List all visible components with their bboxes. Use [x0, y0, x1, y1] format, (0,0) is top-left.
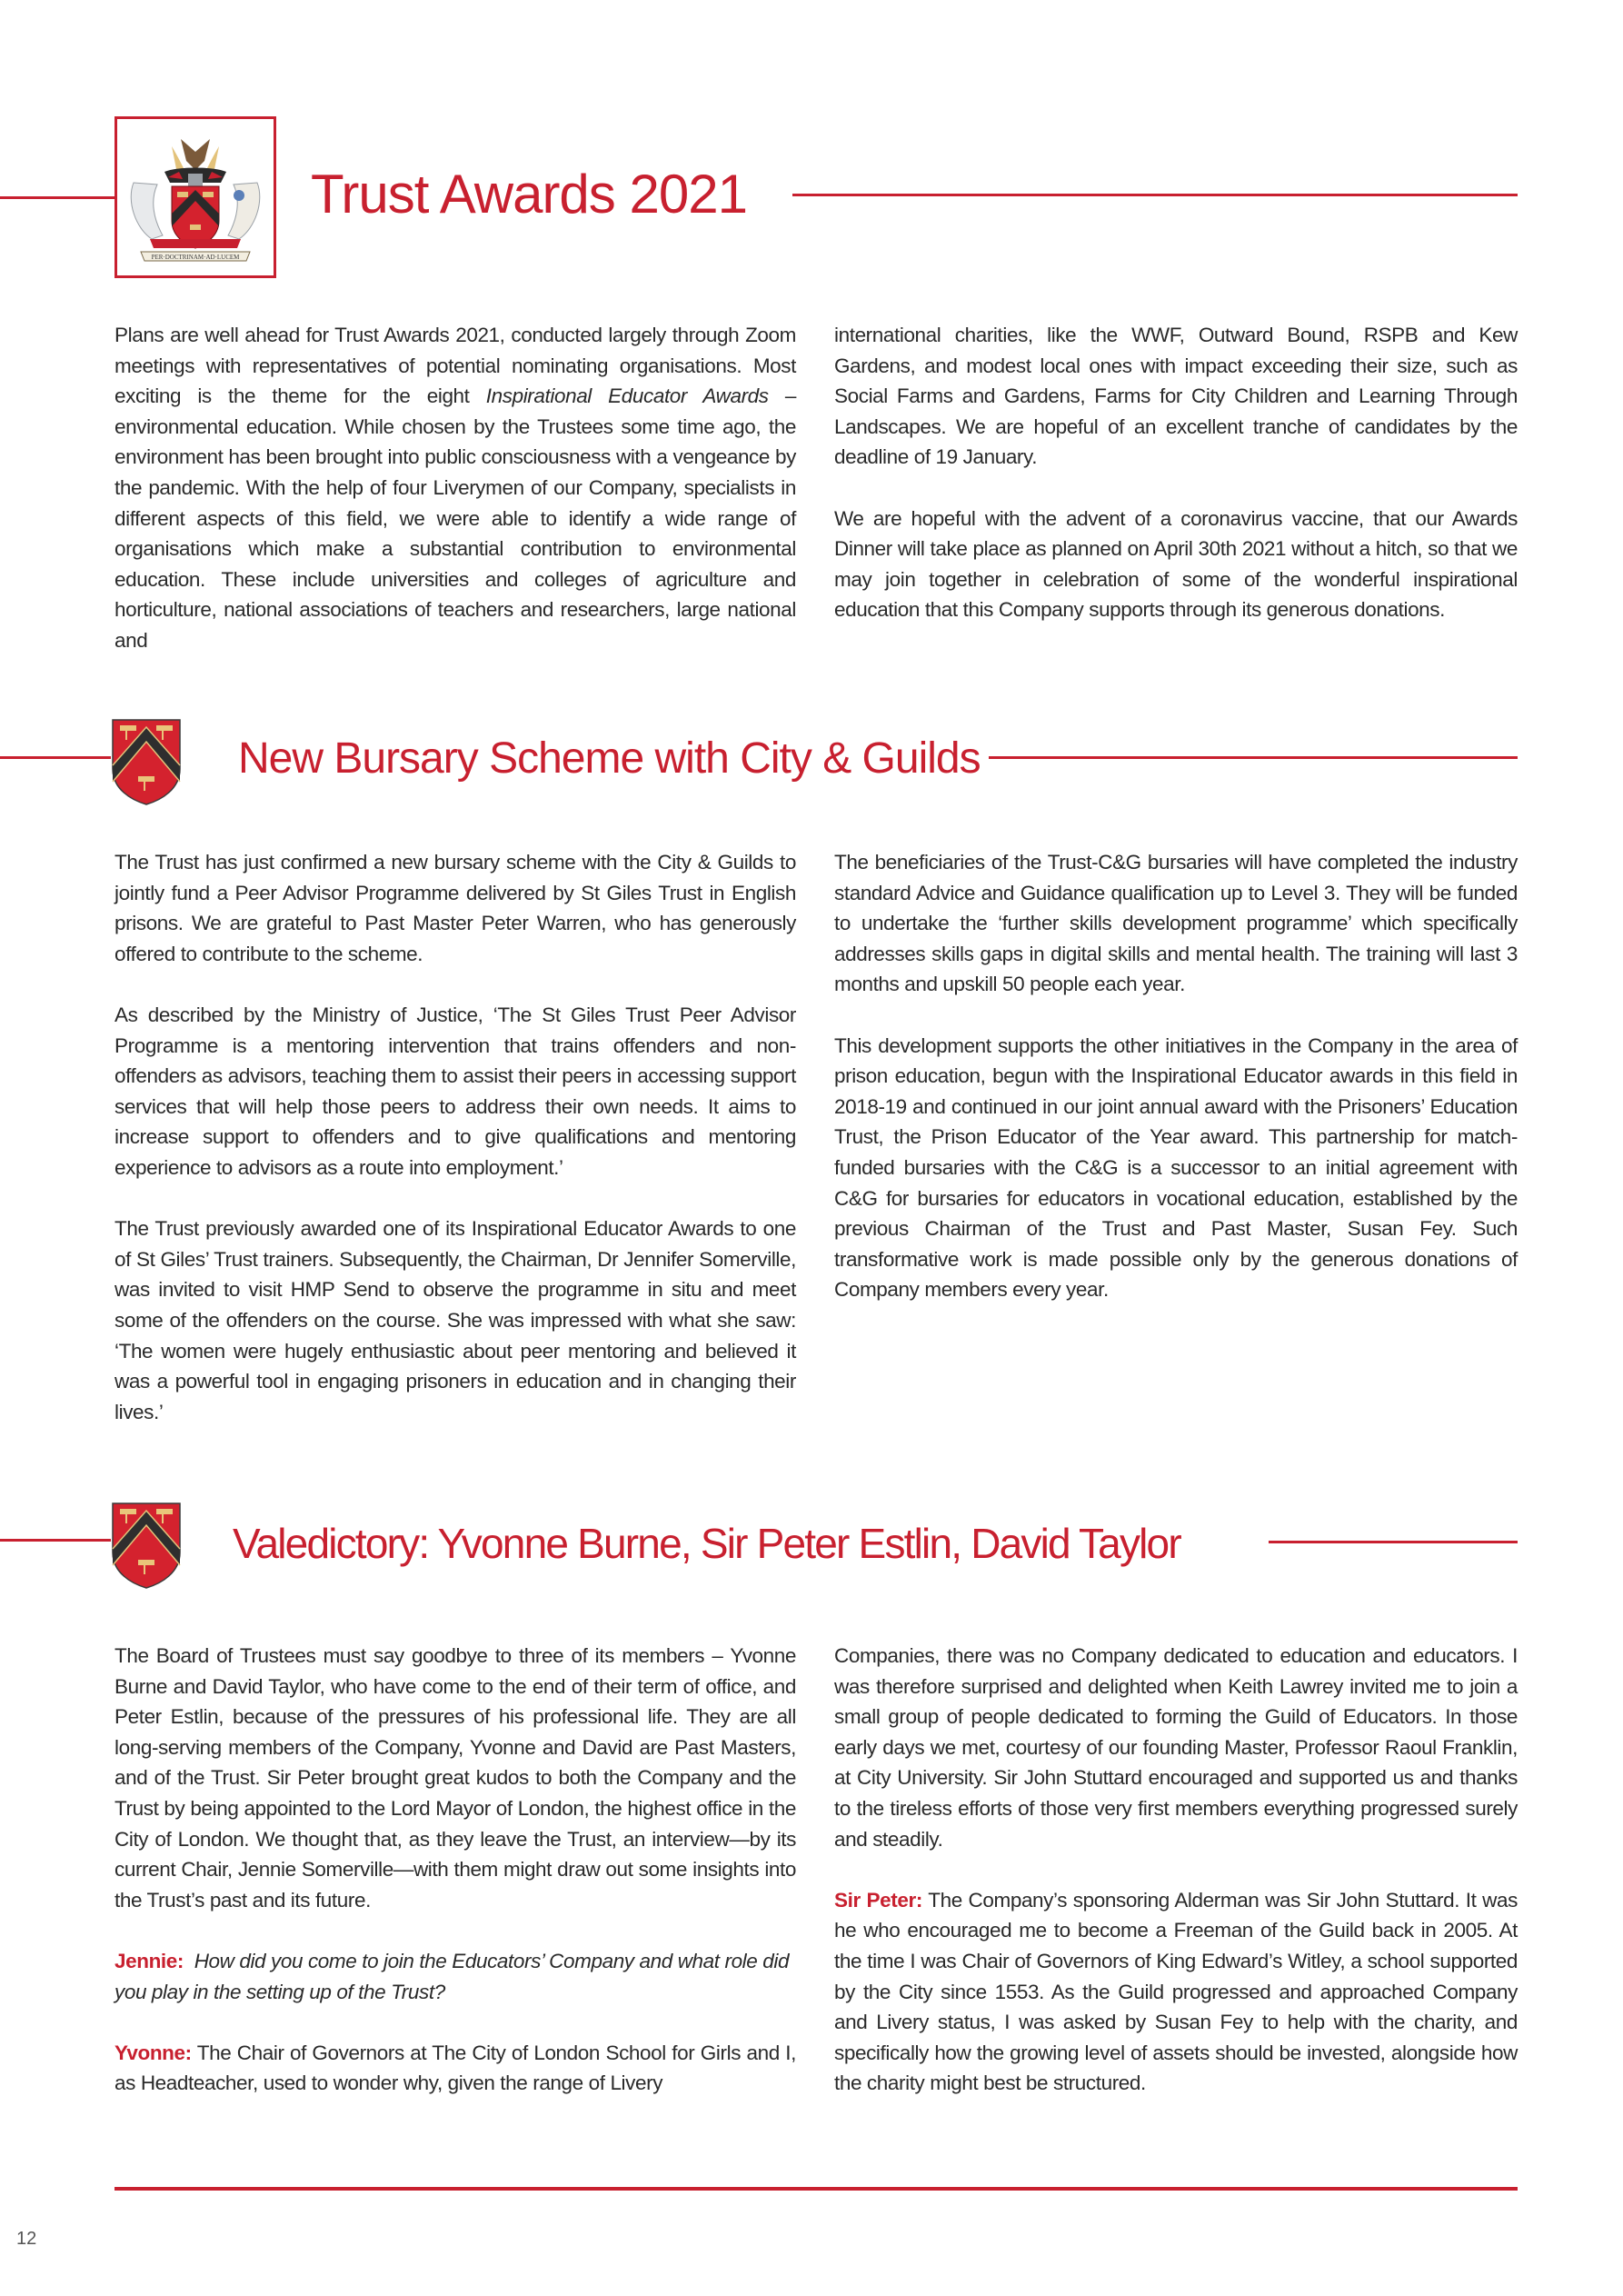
trust-awards-left-column	[115, 320, 796, 656]
section-title-trust-awards: Trust Awards 2021	[311, 164, 747, 225]
text-run: Plans are well ahead for Trust Awards 2021, conducted largely through Zoom meetings with representatives of potential nominating organisations. Most exciting is the theme for the eight	[115, 324, 796, 408]
speaker-label-jennie: Jennie:	[115, 1949, 184, 1972]
header-rule-right	[792, 194, 1518, 196]
question-text: How did you come to join the Educators’ Company and what role did you play in the setting up of the Trust?	[115, 1949, 790, 2003]
paragraph: The Trust has just confirmed a new bursary scheme with the City & Guilds to jointly fund a Peer Advisor Programme delivered by St Giles Trust in English prisons. We are grateful to Past Master Peter Warren, who has generously offered to contribute to the scheme.	[115, 851, 796, 965]
shield-icon	[111, 1502, 182, 1589]
footer-rule	[115, 2187, 1518, 2191]
interview-question	[115, 1946, 796, 2007]
speaker-label-yvonne: Yvonne:	[115, 2041, 192, 2064]
header-rule-right	[1269, 1541, 1518, 1543]
speaker-label-sir-peter: Sir Peter:	[834, 1888, 922, 1912]
bursary-left-column	[115, 847, 796, 1427]
paragraph: The Board of Trustees must say goodbye to three of its members – Yvonne Burne and David Taylor, who have come to the end of their term of office, and Peter Estlin, because of the pressures of his professional life. They are all long-serving members of the Company, Yvonne and David are Past Masters, and of the Trust. Sir Peter brought great kudos to both the Company and the Trust by being appointed to the Lord Mayor of London, the highest office in the City of London. We thought that, as they leave the Trust, an interview—by its current Chair, Jennie Somerville—with them might draw out some insights into the Trust’s past and its future.	[115, 1644, 796, 1912]
italic-award-name: Inspirational Educator Awards	[485, 384, 769, 408]
valedictory-right-column	[834, 1641, 1518, 2099]
text-run: – environmental education. While chosen by the Trustees some time ago, the environment has been brought into public consciousness with a vengeance by the pandemic. With the help of four Liverymen of our Company, specialists in different aspects of this field, we were able to identify a wide range of organisations which make a substantial contribution to environmental education. These include universities and colleges of agriculture and horticulture, national associations of teachers and researchers, large national and	[115, 384, 796, 652]
page-number: 12	[16, 2229, 37, 2249]
header-rule-right	[989, 756, 1518, 759]
section-title-bursary: New Bursary Scheme with City & Guilds	[238, 734, 981, 783]
paragraph: As described by the Ministry of Justice, ‘The St Giles Trust Peer Advisor Programme is a mentoring intervention that trains offenders and non-offenders as advisors, teaching them to assist their peers in accessing support services that will help those peers to address their own needs. It aims to increase support to offenders and to give qualifications and mentoring experience to advisors as a route into employment.’	[115, 1003, 796, 1179]
paragraph: Companies, there was no Company dedicated to education and educators. I was therefore surprised and delighted when Keith Lawrey invited me to join a small group of people dedicated to forming the Guild of Educators. In those early days we met, courtesy of our founding Master, Professor Raoul Franklin, at City University. Sir John Stuttard encouraged and supported us and thanks to the tireless efforts of those very first members everything progressed surely and steadily.	[834, 1644, 1518, 1851]
bursary-right-column	[834, 847, 1518, 1305]
shield-icon	[111, 718, 182, 805]
motto-text: PER·DOCTRINAM·AD·LUCEM	[151, 254, 240, 261]
coat-of-arms-icon	[117, 119, 274, 275]
header-rule-left	[0, 1539, 111, 1542]
paragraph: We are hopeful with the advent of a coronavirus vaccine, that our Awards Dinner will take place as planned on April 30th 2021 without a hitch, so that we may join together in celebration of some of the wonderful inspirational education that this Company supports through its generous donations.	[834, 506, 1518, 622]
trust-awards-right-column	[834, 320, 1518, 625]
paragraph: The Trust previously awarded one of its Inspirational Educator Awards to one of St Giles’ Trust trainers. Subsequently, the Chairman, Dr Jennifer Somerville, was invited to visit HMP Send to observe the programme in situ and meet some of the offenders on the course. She was impressed with what she saw: ‘The women were hugely enthusiastic about peer mentoring and believed it was a powerful tool in engaging prisoners in education and in changing their lives.’	[115, 1217, 796, 1423]
paragraph: The beneficiaries of the Trust-C&G bursaries will have completed the industry standard Advice and Guidance qualification up to Level 3. They will be funded to undertake the ‘further skills development programme’ which specifically addresses skills gaps in digital skills and mental health. The training will last 3 months and upskill 50 people each year.	[834, 851, 1518, 996]
answer-text: The Chair of Governors at The City of London School for Girls and I, as Headteacher, used to wonder why, given the range of Livery	[115, 2041, 796, 2095]
answer-text: The Company’s sponsoring Alderman was Sir John Stuttard. It was he who encouraged me to become a Freeman of the Guild back in 2005. At the time I was Chair of Governors of King Edward’s Witley, a school supported by the City since 1553. As the Guild progressed and approached Company and Livery status, I was asked by Susan Fey to help with the charity, and specifically how the growing level of assets should be invested, alongside how the charity might best be structured.	[834, 1888, 1518, 2095]
interview-answer	[115, 2038, 796, 2099]
section-title-valedictory: Valedictory: Yvonne Burne, Sir Peter Estlin, David Taylor	[233, 1520, 1180, 1567]
valedictory-left-column	[115, 1641, 796, 2099]
coat-of-arms-frame	[115, 116, 276, 278]
paragraph	[115, 320, 796, 656]
header-rule-left	[0, 196, 115, 199]
interview-answer	[834, 1885, 1518, 2099]
paragraph: international charities, like the WWF, Outward Bound, RSPB and Kew Gardens, and modest local ones with impact exceeding their size, such as Social Farms and Gardens, Farms for City Children and Learning Through Landscapes. We are hopeful of an excellent tranche of candidates by the deadline of 19 January.	[834, 324, 1518, 469]
paragraph: This development supports the other initiatives in the Company in the area of prison education, begun with the Inspirational Educator awards in this field in 2018-19 and continued in our joint annual award with the Prisoners’ Education Trust, the Prison Educator of the Year award. This partnership for match-funded bursaries with the C&G is a successor to an initial agreement with C&G for bursaries for educators in vocational education, established by the previous Chairman of the Trust and Past Master, Susan Fey. Such transformative work is made possible only by the generous donations of Company members every year.	[834, 1033, 1518, 1302]
header-rule-left	[0, 756, 111, 759]
